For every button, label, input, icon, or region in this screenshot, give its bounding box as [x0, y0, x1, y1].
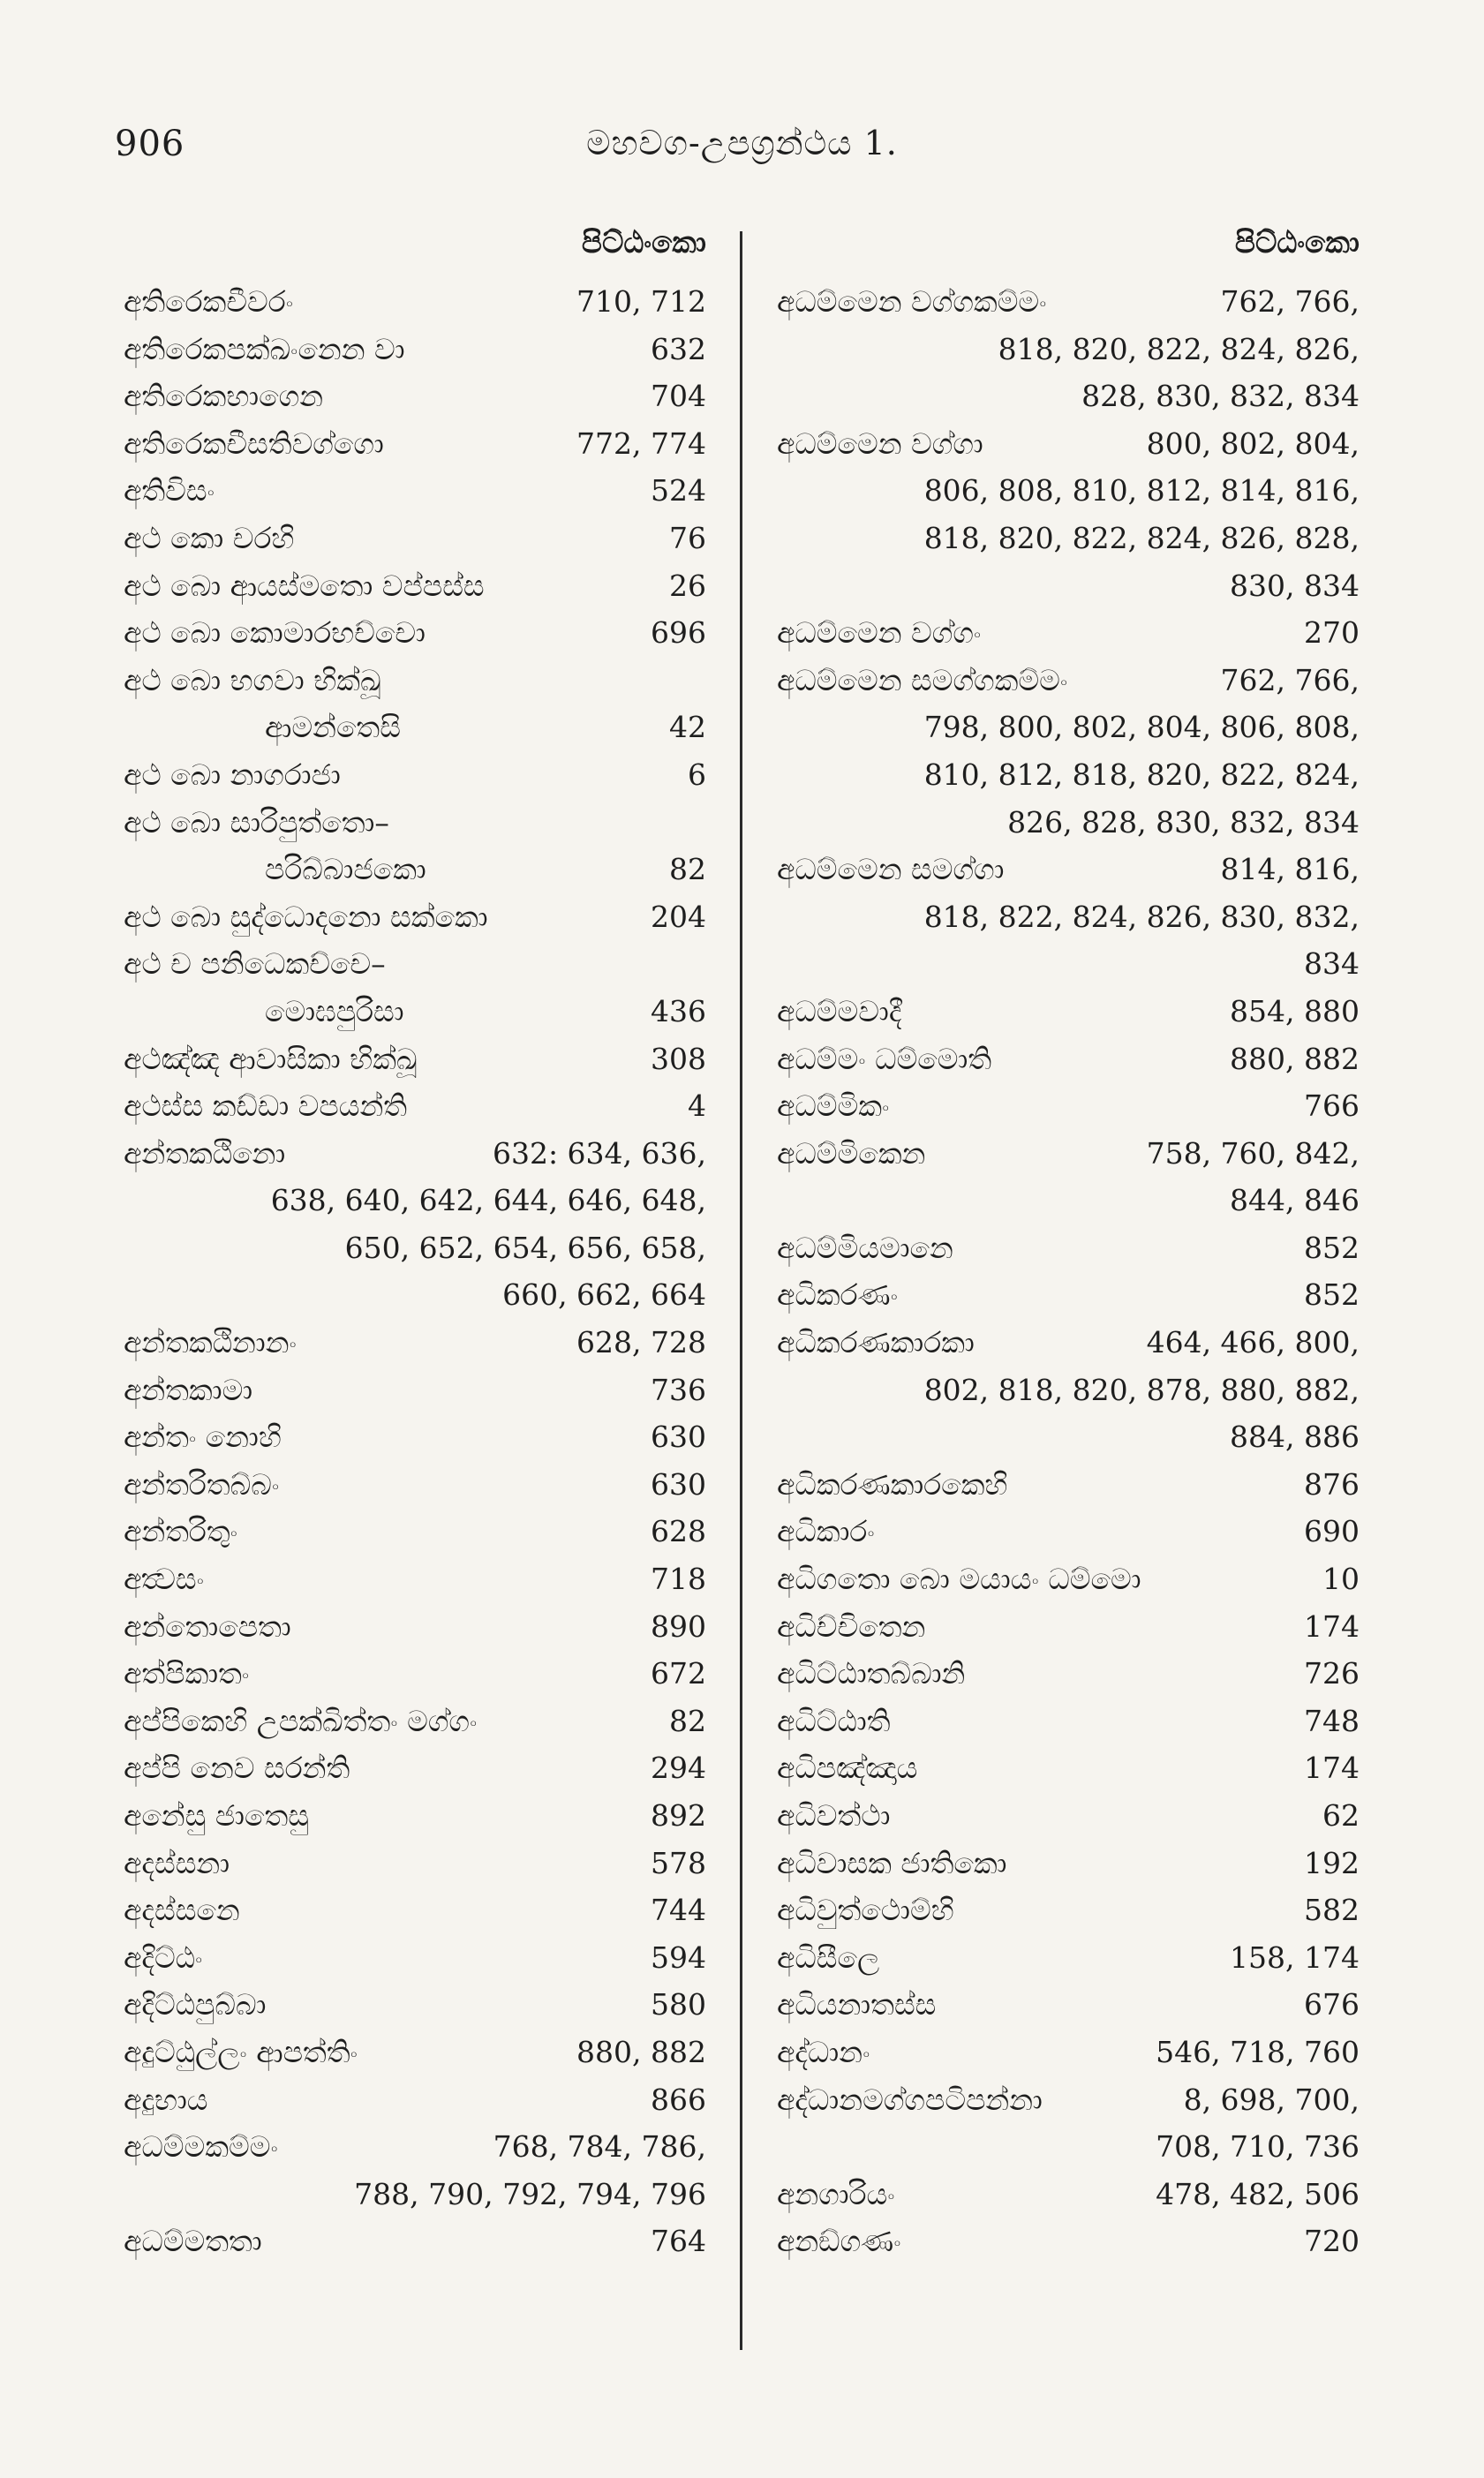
entry-term: අධම්මියමානෙ: [777, 1230, 953, 1265]
page-refs: 866: [651, 2082, 706, 2117]
entry-term: අධම්මෙන වග්ගා: [777, 426, 983, 461]
page-refs: 710, 712: [576, 284, 706, 319]
index-column-left: [124, 216, 706, 2265]
page-refs: 696: [651, 615, 706, 651]
index-entry: [124, 1082, 706, 1130]
entry-term: අධිකාරං: [777, 1514, 875, 1549]
index-entry: [124, 1036, 706, 1083]
entry-term: අධම්මං ධම්මොති: [777, 1041, 992, 1076]
entry-term: අධම්මෙන සමග්ගකම්මං: [777, 662, 1068, 697]
page-refs: 82: [669, 852, 706, 887]
page-refs-continued: 818, 820, 822, 824, 826, 828,: [923, 520, 1360, 555]
entry-term: අදුභාය: [124, 2082, 208, 2117]
index-entry: [124, 2029, 706, 2076]
page-number: 906: [115, 124, 185, 164]
page-refs-continued: 826, 828, 830, 832, 834: [1007, 804, 1360, 840]
entry-term: අතිරෙකචීසතිවග්ගො: [124, 426, 384, 461]
page-refs-continued: 660, 662, 664: [502, 1277, 706, 1313]
page-refs: 524: [651, 473, 706, 508]
page-refs: 632: [651, 331, 706, 366]
index-entry: [124, 1603, 706, 1651]
index-entry: [777, 1319, 1360, 1461]
page-refs: 76: [669, 520, 706, 555]
page-refs: 546, 718, 760: [1156, 2034, 1360, 2069]
page-refs: 4: [688, 1088, 706, 1124]
page-refs: 630: [651, 1466, 706, 1502]
index-entry: [124, 1508, 706, 1555]
index-entry: [777, 1036, 1360, 1083]
page-refs-continued: 638, 640, 642, 644, 646, 648,: [270, 1183, 706, 1218]
entry-term: අධිවත්ථා: [777, 1798, 891, 1833]
entry-term: අදස්සනෙ: [124, 1893, 240, 1928]
entry-term: අධම්මිකං: [777, 1088, 890, 1124]
page-refs: 762, 766,: [1220, 662, 1360, 697]
column-heading: පිට්ඨංකො: [581, 225, 706, 260]
entry-term: අන්තකාමා: [124, 1372, 253, 1407]
index-entry: [777, 1508, 1360, 1555]
index-entry: [124, 1650, 706, 1698]
page-refs: 308: [651, 1041, 706, 1076]
page-refs: 800, 802, 804,: [1146, 426, 1360, 461]
page-refs-continued: 828, 830, 832, 834: [1081, 379, 1360, 414]
index-entry: [124, 373, 706, 420]
index-entry: [777, 1603, 1360, 1651]
page-refs: 582: [1304, 1893, 1360, 1928]
entry-term: අන්තරිතුං: [124, 1514, 238, 1549]
page-refs: 436: [651, 993, 706, 1028]
index-entry: [124, 1461, 706, 1509]
entry-term: අධිච්චිතෙන: [777, 1608, 926, 1644]
page-refs: 204: [651, 899, 706, 934]
page-refs: 736: [651, 1372, 706, 1407]
index-entry: [777, 1461, 1360, 1509]
page-refs: 748: [1304, 1703, 1360, 1738]
index-entry: [124, 2076, 706, 2124]
entry-term: අනගාරියං: [777, 2176, 895, 2211]
page-refs: 880, 882: [1230, 1041, 1360, 1076]
entry-term: අන්තකඨිනො: [124, 1135, 286, 1171]
entry-term: අද්ධානං: [777, 2034, 870, 2069]
page-refs-continued: 650, 652, 654, 656, 658,: [344, 1230, 706, 1265]
page-refs-continued: 806, 808, 810, 812, 814, 816,: [923, 473, 1360, 508]
index-entry: [124, 2218, 706, 2265]
entry-term: අථ බො භගවා භික්ඛූ: [124, 662, 381, 697]
entry-term: අධිවාසක ජාතිකො: [777, 1845, 1007, 1880]
page-refs-continued: 818, 820, 822, 824, 826,: [998, 331, 1360, 366]
entry-term: අථ බො කොමාරභච්චො: [124, 615, 426, 651]
index-entry: [124, 1934, 706, 1982]
index-entry: [124, 893, 706, 941]
index-entry: [124, 609, 706, 657]
entry-term: අනේසු ජාතෙසු: [124, 1798, 310, 1833]
index-entry: [777, 1981, 1360, 2029]
column-divider: [740, 231, 742, 2350]
index-entry: [124, 2123, 706, 2218]
entry-term: අධිවුත්ථොම්හි: [777, 1893, 954, 1928]
page-refs: 270: [1304, 615, 1360, 651]
page-refs: 174: [1304, 1608, 1360, 1644]
entry-term: අථ ච පනිධෙකච්චෙ–: [124, 946, 386, 982]
index-entry: [124, 1413, 706, 1461]
entry-term: අප්පිකෙහි උපක්ඛිත්තං මග්ගං: [124, 1703, 478, 1738]
page-refs: 772, 774: [576, 426, 706, 461]
entry-term: අප්පි නෙව සරන්ති: [124, 1751, 350, 1786]
entry-term: අධිසීලෙ: [777, 1939, 880, 1975]
index-entry: [777, 1555, 1360, 1603]
entry-term: අතිවිසං: [124, 473, 215, 508]
entry-term: අධම්මවාදී: [777, 993, 902, 1028]
index-entry: [777, 657, 1360, 846]
index-entry: [124, 326, 706, 373]
index-entry: [124, 1792, 706, 1840]
entry-term: අධිගතො බො මයායං ධම්මො: [777, 1562, 1141, 1597]
index-entry: [124, 751, 706, 799]
index-entry: [777, 609, 1360, 657]
entry-term: අථ බො ආයස්මතො වප්පස්ස: [124, 568, 485, 603]
entry-term: අධම්මකම්මං: [124, 2129, 278, 2165]
index-entry: [777, 420, 1360, 609]
page-refs: 892: [651, 1798, 706, 1833]
page-refs: 890: [651, 1608, 706, 1644]
index-entry: [777, 988, 1360, 1036]
running-title: මහවග-උපග්‍රන්ථය 1.: [586, 124, 898, 162]
index-entry: [124, 467, 706, 515]
page-refs-continued: 830, 834: [1230, 568, 1360, 603]
entry-term: අධම්මිකෙන: [777, 1135, 926, 1171]
page-refs: 62: [1322, 1798, 1360, 1833]
index-entry: [124, 1887, 706, 1934]
page-refs: 676: [1304, 1987, 1360, 2022]
index-entry: [777, 846, 1360, 988]
index-entry: [124, 1555, 706, 1603]
page-refs: 726: [1304, 1656, 1360, 1691]
index-column-right: [777, 216, 1360, 2265]
page-refs: 854, 880: [1230, 993, 1360, 1028]
index-entry: [124, 940, 706, 1035]
entry-term: අධිකරණකාරකෙහි: [777, 1466, 1008, 1502]
entry-subterm: පරිබ්බාජකො: [265, 852, 426, 887]
index-entry: [777, 1082, 1360, 1130]
page-refs: 294: [651, 1751, 706, 1786]
page-refs-continued: 884, 886: [1230, 1420, 1360, 1455]
entry-term: අධම්මතතා: [124, 2224, 262, 2259]
entry-term: අදුට්ඨුල්ලං ආපත්තිං: [124, 2034, 358, 2069]
index-entry: [124, 799, 706, 893]
page-refs: 758, 760, 842,: [1146, 1135, 1360, 1171]
page-refs: 628: [651, 1514, 706, 1549]
page-refs: 578: [651, 1845, 706, 1880]
entry-term: අධිට්ඨාති: [777, 1703, 891, 1738]
entry-term: අධියනාතස්ස: [777, 1987, 937, 2022]
index-entry: [777, 1840, 1360, 1887]
page-refs: 852: [1304, 1230, 1360, 1265]
page-refs: 880, 882: [576, 2034, 706, 2069]
entry-term: අතිරෙකචීවරං: [124, 284, 294, 319]
index-entry: [777, 1744, 1360, 1792]
page-refs: 8, 698, 700,: [1183, 2082, 1360, 2117]
index-entry: [124, 1744, 706, 1792]
page-refs: 192: [1304, 1845, 1360, 1880]
page-refs: 594: [651, 1939, 706, 1975]
index-entry: [124, 1840, 706, 1887]
page-refs: 764: [651, 2224, 706, 2259]
page-refs: 628, 728: [576, 1325, 706, 1360]
page-refs: 464, 466, 800,: [1146, 1325, 1360, 1360]
index-entry: [777, 2076, 1360, 2171]
column-heading: පිට්ඨංකො: [1234, 225, 1360, 260]
index-entry: [124, 515, 706, 562]
entry-term: අධම්මෙන වග්ගං: [777, 615, 982, 651]
entry-term: අන්තරිතබ්බං: [124, 1466, 280, 1502]
entry-subterm: ආමන්තෙසි: [265, 710, 401, 745]
page-refs: 10: [1322, 1562, 1360, 1597]
entry-term: අන්තකඨිනානං: [124, 1325, 297, 1360]
index-entry: [777, 1698, 1360, 1745]
entry-list: [124, 278, 706, 2265]
page-refs: 744: [651, 1893, 706, 1928]
page-refs-continued: 802, 818, 820, 878, 880, 882,: [923, 1372, 1360, 1407]
entry-term: අථ බො සුද්ධොදනො සක්කො: [124, 899, 488, 934]
page-refs-continued: 818, 822, 824, 826, 830, 832,: [923, 899, 1360, 934]
index-entry: [124, 1698, 706, 1745]
page-refs: 704: [651, 379, 706, 414]
page-refs: 26: [669, 568, 706, 603]
entry-term: අධිපඤ්ඤාය: [777, 1751, 918, 1786]
index-entry: [124, 657, 706, 751]
index-entry: [124, 278, 706, 326]
page-refs: 82: [669, 1703, 706, 1738]
entry-term: අත්‍පිකාතං: [124, 1656, 250, 1691]
page-refs: 876: [1304, 1466, 1360, 1502]
page-refs: 690: [1304, 1514, 1360, 1549]
entry-term: අථ බො සාරිපුත්තො–: [124, 804, 389, 840]
entry-term: අධම්මෙන වග්ගකම්මං: [777, 284, 1047, 319]
entry-subterm: මොඝපුරිසා: [265, 993, 404, 1028]
page-refs-continued: 788, 790, 792, 794, 796: [354, 2176, 706, 2211]
index-entry: [777, 1934, 1360, 1982]
entry-term: අධිට්ඨාතබ්බානි: [777, 1656, 966, 1691]
page-refs-continued: 810, 812, 818, 820, 822, 824,: [923, 757, 1360, 792]
entry-term: අතිරෙකභාගෙන: [124, 379, 324, 414]
page-refs: 762, 766,: [1220, 284, 1360, 319]
entry-term: අදිට්ඨපුබ්බා: [124, 1987, 267, 2022]
page-refs: 672: [651, 1656, 706, 1691]
entry-term: අනඞ්ගණං: [777, 2224, 901, 2259]
index-entry: [777, 1130, 1360, 1224]
page-refs: 814, 816,: [1220, 852, 1360, 887]
page-refs-continued: 844, 846: [1230, 1183, 1360, 1218]
index-entry: [124, 1319, 706, 1367]
entry-list: [777, 278, 1360, 2265]
page-refs: 478, 482, 506: [1156, 2176, 1360, 2211]
index-entry: [777, 2029, 1360, 2076]
index-entry: [124, 562, 706, 610]
entry-term: අතිරෙකපක්ඛංනෙන වා: [124, 331, 405, 366]
index-entry: [124, 1367, 706, 1414]
index-entry: [124, 1130, 706, 1319]
entry-term: අද්ධානමග්ගපටිපන්නා: [777, 2082, 1043, 2117]
page-refs: 580: [651, 1987, 706, 2022]
entry-term: අථ බො නාගරාජා: [124, 757, 341, 792]
entry-term: අදස්සනා: [124, 1845, 230, 1880]
entry-term: අන්තොපෙතා: [124, 1608, 291, 1644]
page-refs: 42: [669, 710, 706, 745]
entry-term: අථ කො චරහි: [124, 520, 295, 555]
entry-term: අධම්මෙන සමග්ගා: [777, 852, 1005, 887]
entry-term: අත්‍වසං: [124, 1562, 204, 1597]
index-entry: [124, 1981, 706, 2029]
index-entry: [777, 278, 1360, 420]
entry-term: අථස්ස කඩ්ඩා වපයන්ති: [124, 1088, 408, 1124]
entry-term: අන්තං නොහි: [124, 1420, 282, 1455]
index-entry: [777, 1650, 1360, 1698]
page-refs-continued: 834: [1304, 946, 1360, 982]
page-refs: 6: [688, 757, 706, 792]
index-entry: [777, 1271, 1360, 1319]
page-refs: 718: [651, 1562, 706, 1597]
index-entry: [777, 1792, 1360, 1840]
index-entry: [777, 2218, 1360, 2265]
index-entry: [777, 1887, 1360, 1934]
page-refs: 630: [651, 1420, 706, 1455]
page-refs: 174: [1304, 1751, 1360, 1786]
entry-term: අධිකරණං: [777, 1277, 898, 1313]
index-entry: [124, 420, 706, 468]
entry-term: අධිකරණකාරකා: [777, 1325, 975, 1360]
page-refs: 158, 174: [1230, 1939, 1360, 1975]
page-refs-continued: 708, 710, 736: [1156, 2129, 1360, 2165]
page-refs: 768, 784, 786,: [493, 2129, 706, 2165]
page-refs: 852: [1304, 1277, 1360, 1313]
entry-term: අථඤ්ඤ ආවාසිකා භික්ඛූ: [124, 1041, 418, 1076]
page-refs: 720: [1304, 2224, 1360, 2259]
page-refs: 632: 634, 636,: [492, 1135, 706, 1171]
index-entry: [777, 1224, 1360, 1272]
entry-term: අදිට්ඨං: [124, 1939, 203, 1975]
page-refs-continued: 798, 800, 802, 804, 806, 808,: [923, 710, 1360, 745]
index-entry: [777, 2171, 1360, 2218]
page-refs: 766: [1304, 1088, 1360, 1124]
